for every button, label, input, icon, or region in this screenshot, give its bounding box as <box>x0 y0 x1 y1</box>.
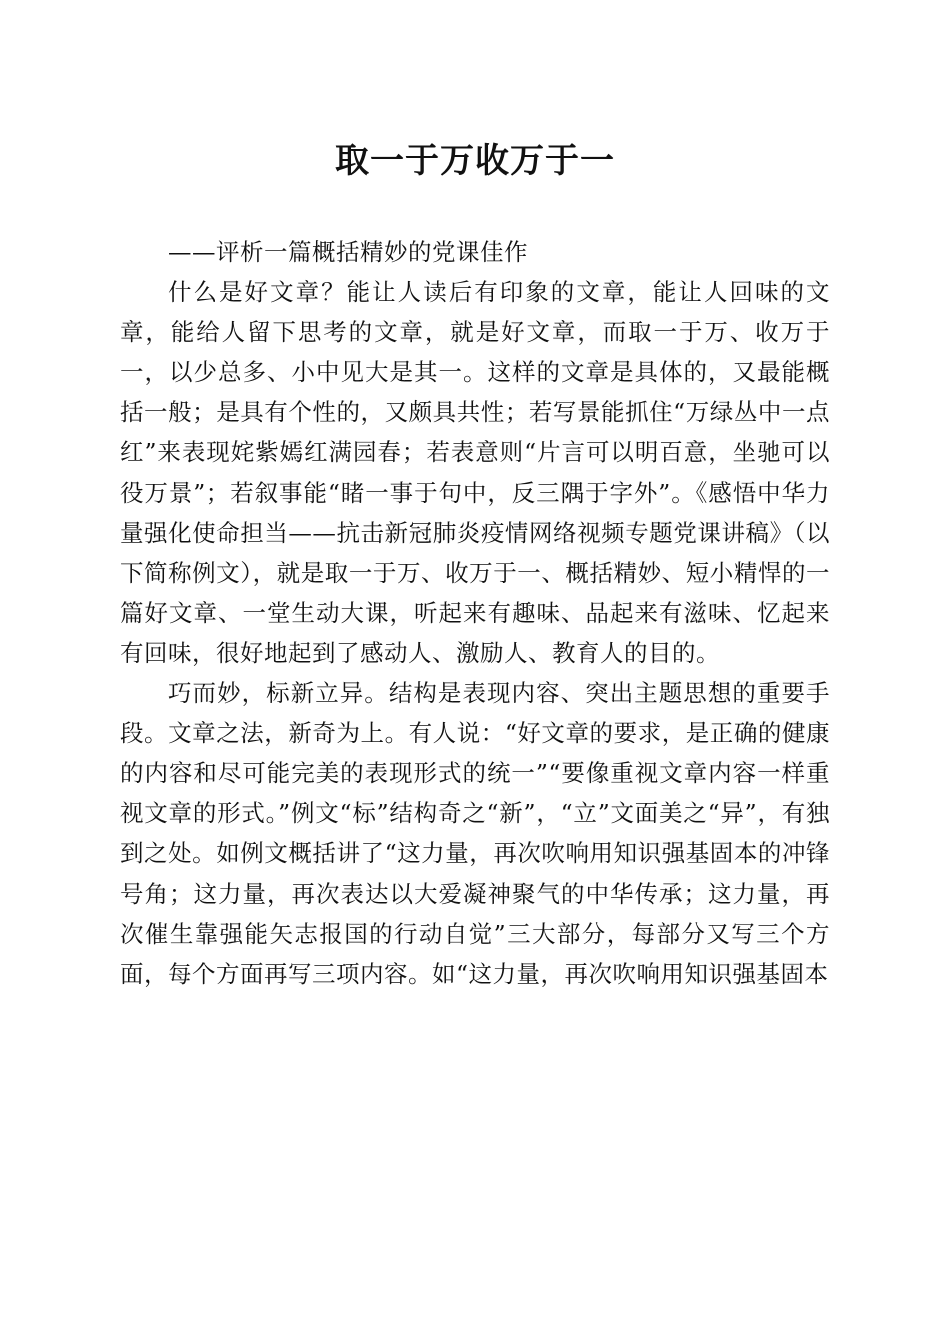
document-body <box>120 232 830 994</box>
paragraph: 巧而妙，标新立异。结构是表现内容、突出主题思想的重要手段。文章之法，新奇为上。有人说：“好文章的要求，是正确的健康的内容和尽可能完美的表现形式的统一”“要像重视文章内容一样重视文章的形式。”例文“标”结构奇之“新”，“立”文面美之“异”，有独到之处。如例文概括讲了“这力量，再次吹响用知识强基固本的冲锋号角；这力量，再次表达以大爱凝神聚气的中华传承；这力量，再次催生靠强能矢志报国的行动自觉”三大部分，每部分又写三个方面，每个方面再写三项内容。如“这力量，再次吹响用知识强基固本 <box>120 679 830 988</box>
document-title: 取一于万收万于一 <box>335 141 615 181</box>
paragraph: 什么是好文章？能让人读后有印象的文章，能让人回味的文章，能给人留下思考的文章，就是好文章，而取一于万、收万于一，以少总多、小中见大是其一。这样的文章是具体的，又最能概括一般；是具有个性的，又颇具共性；若写景能抓住“万绿丛中一点红”来表现姹紫嫣红满园春；若表意则“片言可以明百意，坐驰可以役万景”；若叙事能“睹一事于句中，反三隅于字外”。《感悟中华力量强化使命担当——抗击新冠肺炎疫情网络视频专题党课讲稿》（以下简称例文），就是取一于万、收万于一、概括精妙、短小精悍的一篇好文章、一堂生动大课，听起来有趣味、品起来有滋味、忆起来有回味，很好地起到了感动人、激励人、教育人的目的。 <box>120 278 830 667</box>
document-subtitle: ——评析一篇概括精妙的党课佳作 <box>168 238 528 266</box>
